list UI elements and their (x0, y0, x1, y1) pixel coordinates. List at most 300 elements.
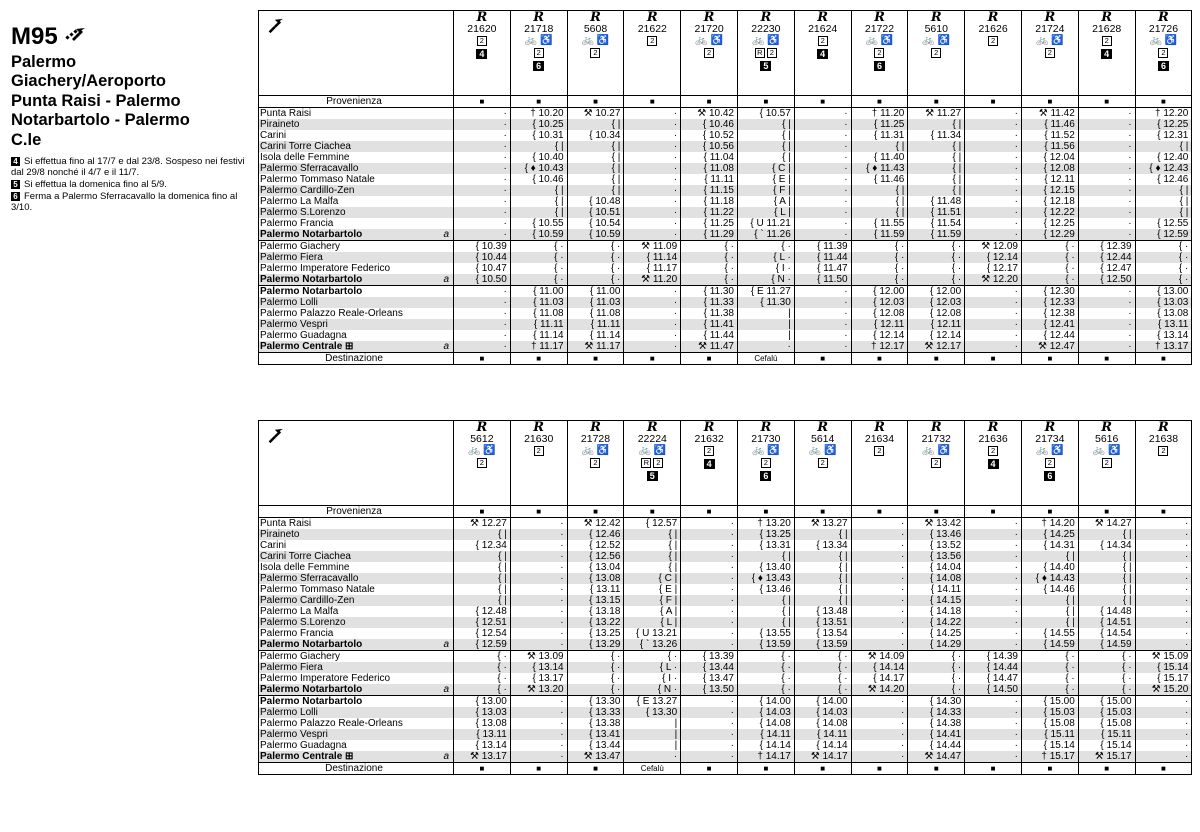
time-cell: { | (1021, 551, 1078, 562)
time-cell: ⚒ 12.09 (965, 241, 1022, 253)
station-name (259, 540, 454, 551)
time-cell: · (1078, 130, 1135, 141)
time-cell: { 12.41 (1021, 319, 1078, 330)
time-cell: ⚒ 11.17 (567, 341, 624, 353)
time-cell: ⚒ 15.09 (1135, 651, 1192, 663)
time-cell: · (794, 185, 851, 196)
time-cell: { · (1021, 252, 1078, 263)
time-cell: · (510, 639, 567, 651)
regional-train-icon: R (1101, 420, 1113, 435)
time-cell: · (965, 729, 1022, 740)
station-row (259, 141, 1192, 152)
time-cell: { · (794, 673, 851, 684)
destination-cell: ■ (1021, 353, 1078, 365)
station-row (259, 617, 1192, 628)
time-cell: · (851, 707, 908, 718)
bike-wheelchair-icon: 🚲 ♿ (752, 35, 780, 46)
train-number: 22224 (637, 433, 667, 445)
station-row (259, 252, 1192, 263)
time-cell: { · (681, 274, 738, 286)
time-cell: { | (510, 185, 567, 196)
train-header (681, 421, 738, 506)
origin-marker: ■ (737, 96, 794, 108)
destination-cell: ■ (1021, 763, 1078, 775)
arrival-marker: a (443, 229, 449, 240)
time-cell: { E 13.27 (624, 696, 681, 708)
station-label: Palermo Vespri (260, 319, 328, 330)
time-cell: { 14.25 (1021, 529, 1078, 540)
station-row (259, 684, 1192, 696)
time-cell: { 12.14 (851, 330, 908, 341)
time-cell: { 11.25 (681, 218, 738, 229)
station-label: Palermo La Malfa (260, 196, 339, 207)
train-header (737, 11, 794, 96)
time-cell: { 15.11 (1078, 729, 1135, 740)
station-row (259, 673, 1192, 684)
time-cell: { 14.38 (908, 718, 965, 729)
destination-cell: ■ (965, 353, 1022, 365)
regional-train-icon: R (703, 420, 715, 435)
note-ref (511, 59, 567, 73)
time-cell: · (1135, 617, 1192, 628)
time-cell: { · (908, 662, 965, 673)
time-cell: ⚒ 11.42 (1021, 108, 1078, 120)
class-boxes (852, 445, 908, 457)
class-boxes (568, 47, 624, 59)
station-label: Palermo Palazzo Reale-Orleans (260, 718, 403, 729)
time-cell: † 11.20 (851, 108, 908, 120)
time-cell: { 13.30 (567, 696, 624, 708)
time-cell: { C | (624, 573, 681, 584)
station-name (259, 274, 454, 286)
time-cell: · (851, 639, 908, 651)
class-box: 2 (477, 36, 487, 46)
regional-train-icon: R (874, 420, 885, 435)
regional-train-icon: R (817, 10, 829, 25)
time-cell: { · (454, 662, 511, 673)
time-cell: · (454, 130, 511, 141)
time-cell: · (681, 540, 738, 551)
time-cell: { | (851, 207, 908, 218)
time-cell: · (1135, 628, 1192, 639)
time-cell: { 14.03 (794, 707, 851, 718)
station-row (259, 662, 1192, 673)
station-row (259, 286, 1192, 298)
time-cell: { 12.03 (851, 297, 908, 308)
time-cell: { · (567, 274, 624, 286)
train-number: 21734 (1035, 433, 1065, 445)
time-cell: { 11.08 (567, 308, 624, 319)
time-cell: { | (1021, 595, 1078, 606)
time-cell: · (510, 551, 567, 562)
train-number: 21724 (1035, 23, 1065, 35)
bike-wheelchair-icon: 🚲 ♿ (752, 445, 780, 456)
time-cell: { 11.14 (624, 252, 681, 263)
time-cell: { 12.11 (908, 319, 965, 330)
time-cell: { | (794, 595, 851, 606)
time-cell: { 12.40 (1135, 152, 1192, 163)
time-cell: · (510, 696, 567, 708)
time-cell: ⚒ 11.20 (624, 274, 681, 286)
station-label: Punta Raisi (260, 518, 312, 529)
time-cell: { 14.31 (1021, 540, 1078, 551)
time-cell: · (624, 341, 681, 353)
time-cell: { · (851, 252, 908, 263)
time-cell: { N · (737, 274, 794, 286)
class-box: R (641, 458, 651, 468)
time-cell: · (681, 696, 738, 708)
bike-wheelchair-icon: 🚲 ♿ (922, 445, 951, 456)
time-cell: { 10.50 (454, 274, 511, 286)
station-label: Palermo Palazzo Reale-Orleans (260, 308, 403, 319)
time-cell: ⚒ 14.20 (851, 684, 908, 696)
destination-cell: ■ (794, 763, 851, 775)
station-name (259, 119, 454, 130)
time-cell: { · (794, 662, 851, 673)
time-cell: · (851, 595, 908, 606)
destination-cell: ■ (737, 763, 794, 775)
train-header (1078, 11, 1135, 96)
time-cell: { · (1021, 684, 1078, 696)
time-cell: { 11.31 (851, 130, 908, 141)
time-cell: { · (1021, 274, 1078, 286)
train-header (454, 421, 511, 506)
note-ref (624, 469, 680, 483)
time-cell: { 12.00 (908, 286, 965, 298)
class-box: 2 (767, 48, 777, 58)
time-cell: · (454, 152, 511, 163)
station-label: Palermo Tommaso Natale (260, 584, 375, 595)
class-box: 2 (988, 36, 998, 46)
time-cell: · (965, 185, 1022, 196)
time-cell: { 12.44 (1021, 330, 1078, 341)
time-cell: { 13.17 (510, 673, 567, 684)
class-boxes (795, 35, 851, 47)
station-row (259, 319, 1192, 330)
time-cell: · (454, 330, 511, 341)
time-cell: { 14.46 (1021, 584, 1078, 595)
time-cell: { 13.44 (567, 740, 624, 751)
station-name (259, 729, 454, 740)
time-cell: · (851, 529, 908, 540)
time-cell: { · (908, 274, 965, 286)
time-cell: · (1078, 119, 1135, 130)
station-name (259, 330, 454, 341)
time-cell: { 14.51 (1078, 617, 1135, 628)
train-number: 5608 (583, 23, 608, 35)
time-cell: { 15.11 (1021, 729, 1078, 740)
class-boxes (568, 457, 624, 469)
time-cell: { 12.55 (1135, 218, 1192, 229)
destination-cell: ■ (1078, 353, 1135, 365)
station-name (259, 639, 454, 651)
station-label: Palermo Notarbartolo (260, 286, 363, 297)
station-name (259, 707, 454, 718)
time-cell: { | (1135, 141, 1192, 152)
origin-marker: ■ (851, 506, 908, 518)
time-cell: { 13.38 (567, 718, 624, 729)
class-boxes (511, 445, 567, 457)
station-name (259, 141, 454, 152)
train-number: 21730 (751, 433, 781, 445)
class-box: 2 (653, 458, 663, 468)
time-cell: { 11.38 (681, 308, 738, 319)
class-boxes (1022, 47, 1078, 59)
station-row (259, 718, 1192, 729)
time-cell: { · (908, 263, 965, 274)
station-name (259, 718, 454, 729)
time-cell: · (1135, 740, 1192, 751)
time-cell: · (1078, 319, 1135, 330)
time-cell: { | (908, 152, 965, 163)
time-cell: · (1078, 229, 1135, 241)
time-cell: { ♦ 12.43 (1135, 163, 1192, 174)
origin-marker: ■ (737, 506, 794, 518)
station-row (259, 174, 1192, 185)
origin-marker: ■ (510, 96, 567, 108)
time-cell: { | (794, 573, 851, 584)
time-cell: · (1078, 174, 1135, 185)
time-cell: { 11.56 (1021, 141, 1078, 152)
time-cell: · (965, 286, 1022, 298)
station-name (259, 263, 454, 274)
time-cell: ⚒ 11.47 (681, 341, 738, 353)
station-row (259, 218, 1192, 229)
note-marker: 6 (874, 61, 885, 71)
time-cell: { · (1135, 241, 1192, 253)
time-cell: · (454, 185, 511, 196)
time-cell: · (965, 740, 1022, 751)
time-cell: · (510, 562, 567, 573)
class-box: 2 (590, 48, 600, 58)
time-cell: · (1135, 573, 1192, 584)
time-cell: { 12.11 (851, 319, 908, 330)
time-cell: | (624, 740, 681, 751)
destination-cell: ■ (794, 353, 851, 365)
class-boxes (1022, 457, 1078, 469)
time-cell: ⚒ 15.20 (1135, 684, 1192, 696)
time-cell: { · (1135, 274, 1192, 286)
time-cell: · (794, 108, 851, 120)
time-cell: { · (1021, 673, 1078, 684)
station-label: Carini Torre Ciachea (260, 551, 351, 562)
bike-wheelchair-icon: 🚲 ♿ (1149, 35, 1178, 46)
train-header (567, 11, 624, 96)
regional-train-icon: R (874, 10, 885, 25)
station-name (259, 562, 454, 573)
time-cell: { 11.25 (851, 119, 908, 130)
time-cell: { | (1078, 595, 1135, 606)
time-cell: { A | (737, 196, 794, 207)
direction-arrow-icon (64, 25, 86, 51)
time-cell: { · (1078, 673, 1135, 684)
time-cell: { 14.54 (1078, 628, 1135, 639)
time-cell: { · (1021, 651, 1078, 663)
time-cell: { | (908, 119, 965, 130)
time-cell: { 11.18 (681, 196, 738, 207)
time-cell: { | (567, 185, 624, 196)
station-name (259, 207, 454, 218)
origin-marker: ■ (965, 96, 1022, 108)
origin-marker: ■ (1135, 96, 1192, 108)
time-cell: { | (454, 573, 511, 584)
time-cell: ⚒ 13.20 (510, 684, 567, 696)
time-cell: · (794, 319, 851, 330)
time-cell: · (510, 751, 567, 763)
time-cell: { | (454, 562, 511, 573)
station-name (259, 673, 454, 684)
train-header (851, 11, 908, 96)
time-cell: { 13.22 (567, 617, 624, 628)
time-cell: { 14.11 (737, 729, 794, 740)
time-cell: · (1078, 286, 1135, 298)
time-cell: { · (1021, 241, 1078, 253)
time-cell: { 11.17 (624, 263, 681, 274)
time-cell: · (794, 152, 851, 163)
time-cell: { | (851, 196, 908, 207)
destination-cell: ■ (681, 353, 738, 365)
time-cell: | (737, 319, 794, 330)
time-cell: { 10.55 (510, 218, 567, 229)
time-cell: { | (624, 551, 681, 562)
time-cell: { 10.59 (510, 229, 567, 241)
station-name (259, 606, 454, 617)
time-cell: { 12.14 (908, 330, 965, 341)
origin-marker: ■ (1021, 506, 1078, 518)
time-cell: { 11.48 (908, 196, 965, 207)
destination-cell: ■ (681, 763, 738, 775)
station-label: Palermo Cardillo-Zen (260, 185, 355, 196)
origin-marker: ■ (794, 96, 851, 108)
station-name (259, 152, 454, 163)
time-cell: · (681, 551, 738, 562)
time-cell: { · (681, 252, 738, 263)
time-cell: · (624, 286, 681, 298)
regional-train-icon: R (817, 420, 829, 435)
time-cell: { · (567, 252, 624, 263)
time-cell: ⚒ 12.47 (1021, 341, 1078, 353)
time-cell: { 14.11 (908, 584, 965, 595)
regional-train-icon: R (1044, 10, 1056, 25)
destination-cell: ■ (1135, 353, 1192, 365)
station-row (259, 108, 1192, 120)
class-boxes (681, 47, 737, 59)
time-cell: · (965, 595, 1022, 606)
time-cell: · (681, 617, 738, 628)
provenienza-label: Provenienza (259, 506, 454, 518)
time-cell: · (965, 141, 1022, 152)
class-box: 2 (761, 458, 771, 468)
class-boxes (852, 47, 908, 59)
station-row (259, 584, 1192, 595)
destination-cell: ■ (908, 763, 965, 775)
class-box: 2 (988, 446, 998, 456)
time-cell: { 12.15 (1021, 185, 1078, 196)
class-boxes (681, 445, 737, 457)
time-cell: { 13.04 (567, 562, 624, 573)
time-cell: { 11.59 (851, 229, 908, 241)
time-cell: { | (1078, 584, 1135, 595)
time-cell: † 11.17 (510, 341, 567, 353)
time-cell: · (965, 341, 1022, 353)
time-cell: { · (737, 684, 794, 696)
time-cell: ⚒ 12.20 (965, 274, 1022, 286)
time-cell: { | (794, 584, 851, 595)
time-cell: { | (1078, 551, 1135, 562)
class-box: 2 (818, 458, 828, 468)
time-cell: · (965, 696, 1022, 708)
origin-marker: ■ (965, 506, 1022, 518)
train-header (908, 11, 965, 96)
time-cell: { 14.47 (965, 673, 1022, 684)
time-cell: { 15.03 (1078, 707, 1135, 718)
station-label: Palermo Cardillo-Zen (260, 595, 355, 606)
station-name (259, 130, 454, 141)
time-cell: { 15.03 (1021, 707, 1078, 718)
time-cell: { 13.08 (454, 718, 511, 729)
time-cell: { | (794, 551, 851, 562)
time-cell: ⚒ 15.17 (1078, 751, 1135, 763)
regional-train-icon: R (1158, 10, 1169, 25)
station-row (259, 119, 1192, 130)
time-cell: { 12.44 (1078, 252, 1135, 263)
time-cell: { F | (737, 185, 794, 196)
train-number: 5614 (811, 433, 835, 445)
station-name (259, 218, 454, 229)
time-cell: { 13.55 (737, 628, 794, 639)
time-cell: { 10.40 (510, 152, 567, 163)
station-label: Palermo Notarbartolo (260, 696, 363, 707)
line-number: M95 (11, 23, 58, 50)
time-cell: { 13.52 (908, 540, 965, 551)
time-cell: · (1135, 551, 1192, 562)
station-row (259, 707, 1192, 718)
class-box: 2 (590, 458, 600, 468)
origin-marker: ■ (1135, 506, 1192, 518)
train-header (1021, 11, 1078, 96)
time-cell: · (681, 740, 738, 751)
station-name (259, 684, 454, 696)
time-cell: · (624, 319, 681, 330)
time-cell: { · (624, 651, 681, 663)
time-cell: { 13.40 (737, 562, 794, 573)
time-cell: { | (737, 595, 794, 606)
time-cell: { 14.14 (851, 662, 908, 673)
title-line: Palermo (11, 52, 77, 71)
station-row (259, 573, 1192, 584)
time-cell: { 11.46 (851, 174, 908, 185)
time-cell: { · (908, 684, 965, 696)
time-cell: { 11.08 (510, 308, 567, 319)
title-line: Giachery/Aeroporto (11, 72, 166, 91)
time-cell: · (794, 286, 851, 298)
time-cell: { · (567, 263, 624, 274)
time-cell: · (1078, 341, 1135, 353)
station-name (259, 174, 454, 185)
time-cell: { 13.14 (454, 740, 511, 751)
time-cell: { 13.56 (908, 551, 965, 562)
time-cell: · (510, 707, 567, 718)
time-cell: { 14.08 (794, 718, 851, 729)
station-name (259, 573, 454, 584)
time-cell: · (794, 196, 851, 207)
station-name (259, 617, 454, 628)
time-cell: · (965, 108, 1022, 120)
title-line: Notarbartolo - Palermo (11, 111, 190, 130)
origin-marker: ■ (1078, 506, 1135, 518)
regional-train-icon: R (646, 420, 658, 435)
time-cell: · (1078, 330, 1135, 341)
